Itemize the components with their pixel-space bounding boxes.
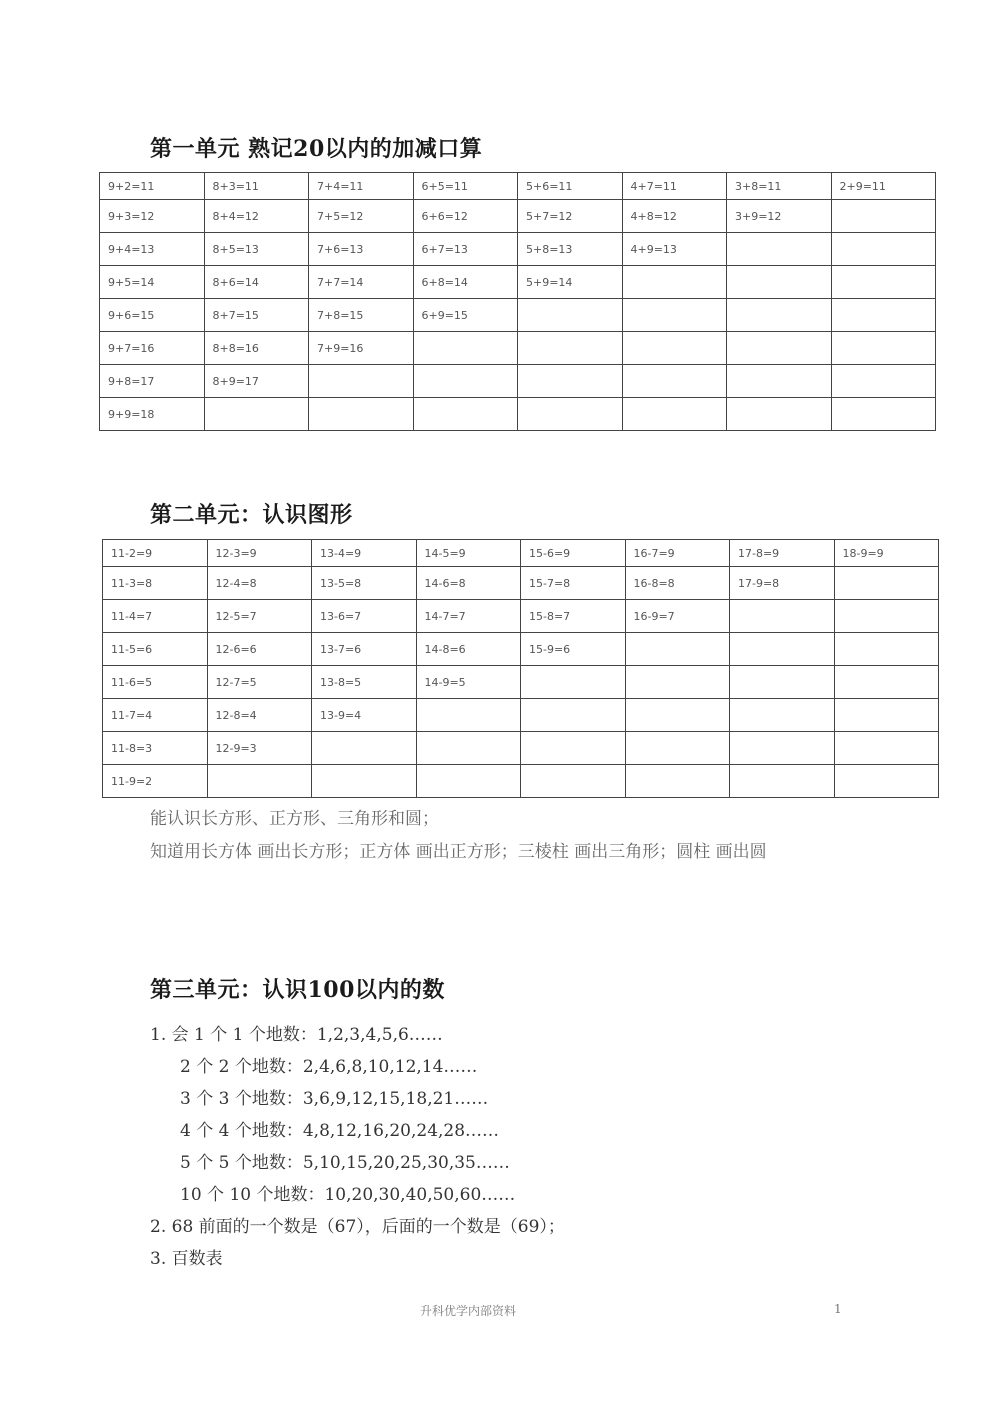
subtraction-cell: 15-6=9 bbox=[521, 540, 626, 567]
addition-cell: 8+7=15 bbox=[204, 299, 309, 332]
subtraction-cell: 12-8=4 bbox=[207, 699, 312, 732]
subtraction-cell: 13-5=8 bbox=[312, 567, 417, 600]
addition-cell: 8+6=14 bbox=[204, 266, 309, 299]
addition-cell: 7+7=14 bbox=[309, 266, 414, 299]
subtraction-cell bbox=[625, 765, 730, 798]
unit2-note-solids: 知道用长方体 画出长方形；正方体 画出正方形；三棱柱 画出三角形；圆柱 画出圆 bbox=[150, 842, 767, 862]
addition-cell: 4+8=12 bbox=[622, 200, 727, 233]
subtraction-cell: 11-4=7 bbox=[103, 600, 208, 633]
addition-cell bbox=[622, 365, 727, 398]
addition-cell bbox=[727, 299, 832, 332]
addition-cell bbox=[622, 332, 727, 365]
count-by-3: 3 个 3 个地数：3,6,9,12,15,18,21…… bbox=[180, 1089, 489, 1109]
addition-cell: 9+4=13 bbox=[100, 233, 205, 266]
subtraction-cell bbox=[834, 666, 939, 699]
subtraction-cell: 14-6=8 bbox=[416, 567, 521, 600]
subtraction-cell bbox=[625, 633, 730, 666]
addition-cell: 3+8=11 bbox=[727, 173, 832, 200]
addition-cell: 5+6=11 bbox=[518, 173, 623, 200]
subtraction-cell bbox=[207, 765, 312, 798]
addition-cell: 8+3=11 bbox=[204, 173, 309, 200]
subtraction-cell bbox=[834, 600, 939, 633]
subtraction-row bbox=[103, 540, 939, 567]
subtraction-cell: 16-7=9 bbox=[625, 540, 730, 567]
subtraction-cell: 11-7=4 bbox=[103, 699, 208, 732]
addition-row bbox=[100, 200, 936, 233]
addition-cell: 9+3=12 bbox=[100, 200, 205, 233]
addition-cell bbox=[831, 266, 936, 299]
addition-cell: 6+8=14 bbox=[413, 266, 518, 299]
addition-cell: 3+9=12 bbox=[727, 200, 832, 233]
count-by-2: 2 个 2 个地数：2,4,6,8,10,12,14…… bbox=[180, 1057, 478, 1077]
count-by-10: 10 个 10 个地数：10,20,30,40,50,60…… bbox=[180, 1185, 516, 1205]
addition-cell: 9+7=16 bbox=[100, 332, 205, 365]
subtraction-cell: 14-8=6 bbox=[416, 633, 521, 666]
addition-cell: 8+8=16 bbox=[204, 332, 309, 365]
addition-cell: 7+6=13 bbox=[309, 233, 414, 266]
addition-cell bbox=[727, 365, 832, 398]
addition-cell bbox=[413, 332, 518, 365]
addition-cell bbox=[831, 398, 936, 431]
count-by-1: 1. 会 1 个 1 个地数：1,2,3,4,5,6…… bbox=[150, 1025, 443, 1045]
addition-cell: 5+7=12 bbox=[518, 200, 623, 233]
addition-cell: 8+5=13 bbox=[204, 233, 309, 266]
subtraction-cell bbox=[416, 765, 521, 798]
addition-cell bbox=[309, 398, 414, 431]
addition-cell: 8+9=17 bbox=[204, 365, 309, 398]
addition-row bbox=[100, 233, 936, 266]
subtraction-cell: 11-8=3 bbox=[103, 732, 208, 765]
addition-cell: 7+9=16 bbox=[309, 332, 414, 365]
footer-text: 升科优学内部资料 bbox=[420, 1304, 517, 1318]
addition-cell: 6+7=13 bbox=[413, 233, 518, 266]
subtraction-cell: 13-4=9 bbox=[312, 540, 417, 567]
addition-row bbox=[100, 398, 936, 431]
subtraction-cell bbox=[730, 699, 835, 732]
addition-row bbox=[100, 332, 936, 365]
addition-cell: 9+9=18 bbox=[100, 398, 205, 431]
addition-cell bbox=[831, 299, 936, 332]
addition-cell: 7+4=11 bbox=[309, 173, 414, 200]
subtraction-cell bbox=[521, 732, 626, 765]
unit2-subtraction-table bbox=[102, 539, 939, 798]
addition-cell: 9+6=15 bbox=[100, 299, 205, 332]
addition-cell: 4+9=13 bbox=[622, 233, 727, 266]
addition-cell: 5+8=13 bbox=[518, 233, 623, 266]
subtraction-cell bbox=[730, 633, 835, 666]
unit2-note-shapes: 能认识长方形、正方形、三角形和圆； bbox=[150, 809, 439, 829]
subtraction-cell bbox=[834, 633, 939, 666]
addition-cell bbox=[204, 398, 309, 431]
subtraction-cell: 18-9=9 bbox=[834, 540, 939, 567]
subtraction-cell: 14-5=9 bbox=[416, 540, 521, 567]
addition-cell bbox=[309, 365, 414, 398]
subtraction-cell: 15-9=6 bbox=[521, 633, 626, 666]
subtraction-cell bbox=[834, 765, 939, 798]
subtraction-row bbox=[103, 633, 939, 666]
addition-row bbox=[100, 299, 936, 332]
addition-cell bbox=[518, 332, 623, 365]
subtraction-cell bbox=[521, 699, 626, 732]
unit1-addition-table bbox=[99, 172, 936, 431]
subtraction-cell: 11-5=6 bbox=[103, 633, 208, 666]
addition-cell bbox=[622, 398, 727, 431]
subtraction-cell: 15-7=8 bbox=[521, 567, 626, 600]
addition-cell bbox=[518, 299, 623, 332]
subtraction-cell: 12-4=8 bbox=[207, 567, 312, 600]
addition-cell: 7+5=12 bbox=[309, 200, 414, 233]
subtraction-cell bbox=[521, 666, 626, 699]
subtraction-cell: 13-8=5 bbox=[312, 666, 417, 699]
subtraction-cell bbox=[834, 567, 939, 600]
addition-row bbox=[100, 173, 936, 200]
subtraction-cell: 14-7=7 bbox=[416, 600, 521, 633]
subtraction-row bbox=[103, 765, 939, 798]
subtraction-row bbox=[103, 600, 939, 633]
addition-cell: 5+9=14 bbox=[518, 266, 623, 299]
subtraction-row bbox=[103, 732, 939, 765]
addition-cell: 9+5=14 bbox=[100, 266, 205, 299]
subtraction-cell: 12-9=3 bbox=[207, 732, 312, 765]
addition-cell: 2+9=11 bbox=[831, 173, 936, 200]
count-by-5: 5 个 5 个地数：5,10,15,20,25,30,35…… bbox=[180, 1153, 510, 1173]
subtraction-cell bbox=[730, 600, 835, 633]
unit1-title: 第一单元 熟记20以内的加减口算 bbox=[150, 136, 483, 162]
unit3-title: 第三单元：认识100以内的数 bbox=[150, 977, 445, 1003]
addition-cell bbox=[831, 200, 936, 233]
subtraction-cell: 14-9=5 bbox=[416, 666, 521, 699]
subtraction-row bbox=[103, 567, 939, 600]
addition-cell: 8+4=12 bbox=[204, 200, 309, 233]
subtraction-cell: 16-9=7 bbox=[625, 600, 730, 633]
addition-cell bbox=[727, 266, 832, 299]
addition-cell: 9+8=17 bbox=[100, 365, 205, 398]
addition-row bbox=[100, 266, 936, 299]
addition-row bbox=[100, 365, 936, 398]
subtraction-cell bbox=[625, 732, 730, 765]
count-by-4: 4 个 4 个地数：4,8,12,16,20,24,28…… bbox=[180, 1121, 500, 1141]
subtraction-cell bbox=[730, 732, 835, 765]
subtraction-cell bbox=[625, 699, 730, 732]
subtraction-cell: 13-7=6 bbox=[312, 633, 417, 666]
addition-cell: 7+8=15 bbox=[309, 299, 414, 332]
subtraction-cell: 11-9=2 bbox=[103, 765, 208, 798]
subtraction-cell: 17-9=8 bbox=[730, 567, 835, 600]
addition-cell bbox=[413, 365, 518, 398]
subtraction-cell: 11-3=8 bbox=[103, 567, 208, 600]
subtraction-row bbox=[103, 666, 939, 699]
addition-cell bbox=[831, 332, 936, 365]
subtraction-cell bbox=[416, 699, 521, 732]
addition-cell: 6+6=12 bbox=[413, 200, 518, 233]
addition-cell bbox=[831, 233, 936, 266]
subtraction-cell bbox=[625, 666, 730, 699]
subtraction-cell bbox=[834, 699, 939, 732]
subtraction-cell: 13-6=7 bbox=[312, 600, 417, 633]
subtraction-cell bbox=[312, 765, 417, 798]
subtraction-cell: 12-5=7 bbox=[207, 600, 312, 633]
unit2-title: 第二单元：认识图形 bbox=[150, 502, 353, 528]
page-number: 1 bbox=[834, 1302, 842, 1316]
subtraction-cell: 11-6=5 bbox=[103, 666, 208, 699]
subtraction-row bbox=[103, 699, 939, 732]
subtraction-cell bbox=[521, 765, 626, 798]
addition-cell bbox=[622, 266, 727, 299]
subtraction-cell: 12-7=5 bbox=[207, 666, 312, 699]
addition-cell bbox=[831, 365, 936, 398]
subtraction-cell: 12-3=9 bbox=[207, 540, 312, 567]
subtraction-cell: 12-6=6 bbox=[207, 633, 312, 666]
addition-cell bbox=[518, 398, 623, 431]
subtraction-cell: 13-9=4 bbox=[312, 699, 417, 732]
subtraction-cell bbox=[730, 765, 835, 798]
addition-cell bbox=[413, 398, 518, 431]
addition-cell: 6+9=15 bbox=[413, 299, 518, 332]
addition-cell: 9+2=11 bbox=[100, 173, 205, 200]
subtraction-cell bbox=[312, 732, 417, 765]
subtraction-cell bbox=[416, 732, 521, 765]
hundred-chart-item: 3. 百数表 bbox=[150, 1249, 223, 1269]
addition-cell bbox=[518, 365, 623, 398]
subtraction-cell: 15-8=7 bbox=[521, 600, 626, 633]
before-after-question: 2. 68 前面的一个数是（67），后面的一个数是（69）； bbox=[150, 1217, 565, 1237]
subtraction-cell bbox=[730, 666, 835, 699]
subtraction-cell: 11-2=9 bbox=[103, 540, 208, 567]
subtraction-cell: 16-8=8 bbox=[625, 567, 730, 600]
addition-cell bbox=[727, 233, 832, 266]
addition-cell: 4+7=11 bbox=[622, 173, 727, 200]
subtraction-cell: 17-8=9 bbox=[730, 540, 835, 567]
addition-cell bbox=[727, 332, 832, 365]
addition-cell bbox=[727, 398, 832, 431]
subtraction-cell bbox=[834, 732, 939, 765]
addition-cell: 6+5=11 bbox=[413, 173, 518, 200]
addition-cell bbox=[622, 299, 727, 332]
